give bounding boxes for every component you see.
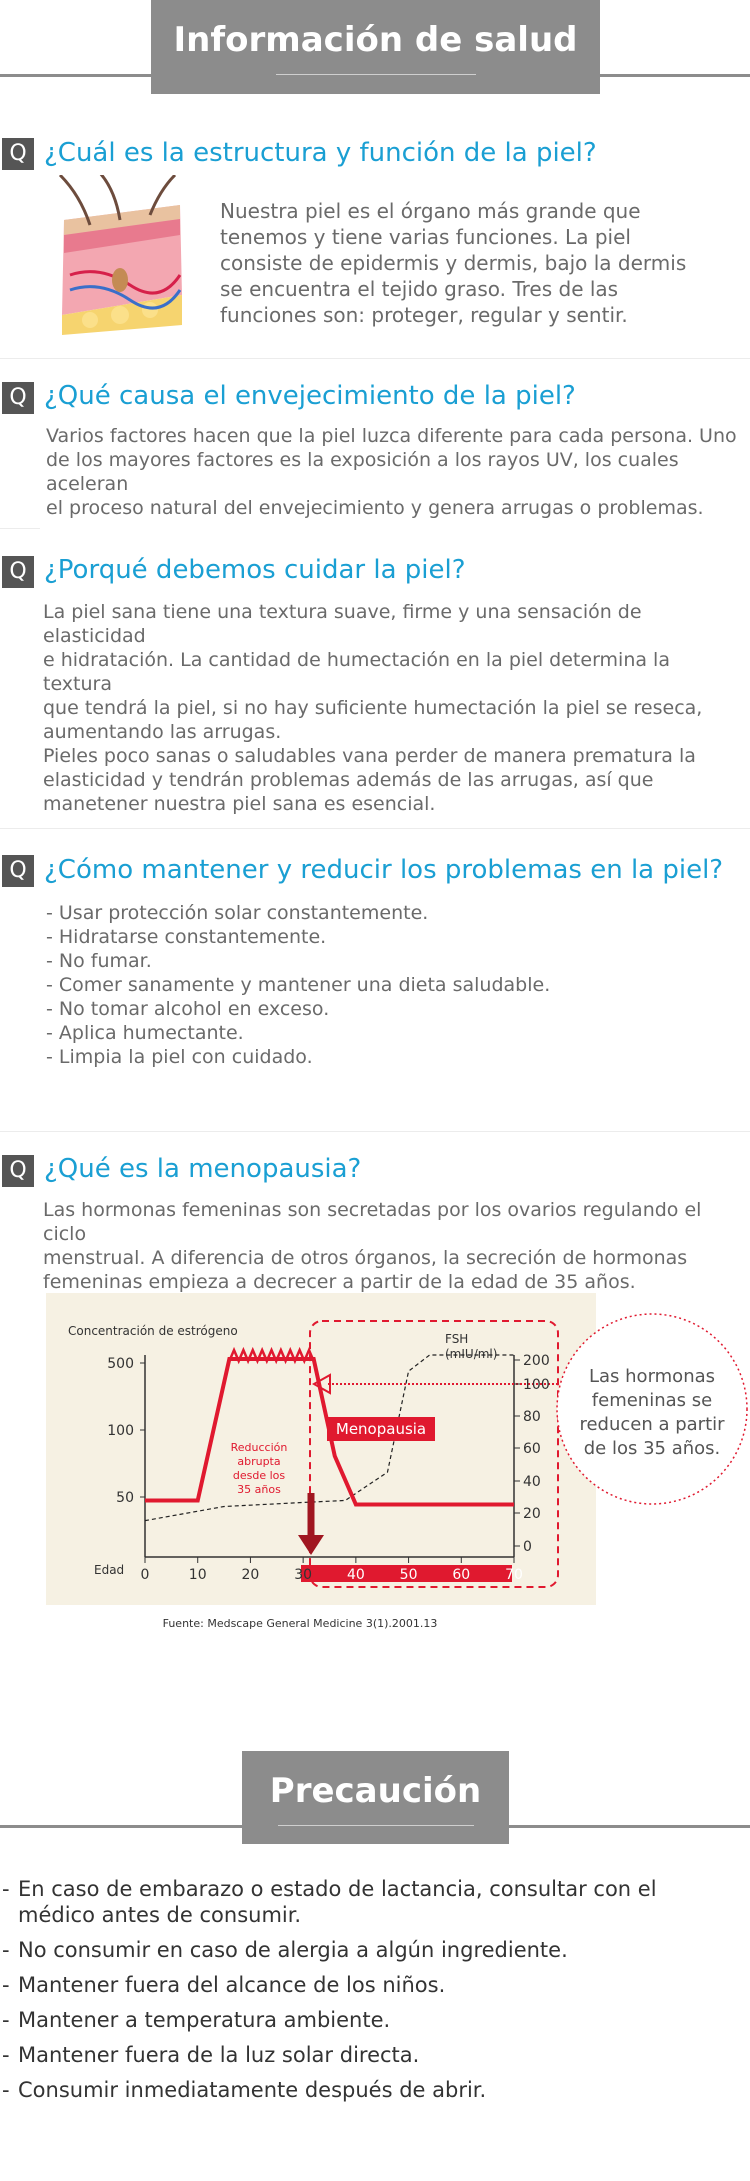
x-tick-label: 10 [188, 1567, 207, 1583]
y-right-tick-label: 20 [523, 1506, 541, 1522]
precaution-banner [242, 1751, 509, 1844]
svg-text:abrupta: abrupta [237, 1455, 281, 1468]
page-title: Información de salud [173, 20, 578, 60]
list-item: - Mantener a temperatura ambiente. [0, 2007, 740, 2033]
section-body: Varios factores hacen que la piel luzca diferente para cada persona. Uno de los mayores factores es la exposición a los rayos UV, los cuales aceleran el proceso natural del envejecimiento y genera arrugas o problemas. [46, 425, 737, 519]
list-item: - En caso de embarazo o estado de lactancia, consultar con el médico antes de consumir. [0, 1876, 740, 1928]
x-tick-label: 40 [346, 1567, 365, 1583]
svg-text:reducen a partir: reducen a partir [579, 1414, 725, 1435]
y-right-tick-label: 200 [523, 1353, 550, 1369]
list-item: - Limpia la piel con cuidado. [46, 1046, 313, 1068]
svg-text:35 años: 35 años [237, 1483, 281, 1496]
svg-text:Reducción: Reducción [230, 1441, 288, 1454]
y-axis-label: Concentración de estrógeno [68, 1324, 238, 1338]
reduction-note [231, 1441, 288, 1496]
section-title: ¿Cómo mantener y reducir los problemas en la piel? [44, 855, 724, 885]
y-right-tick-label: 60 [523, 1441, 541, 1457]
list-item: - No consumir en caso de alergia a algún ingrediente. [0, 1937, 740, 1963]
list-item: - No fumar. [46, 950, 152, 972]
section-body: Nuestra piel es el órgano más grande que tenemos y tiene varias funciones. La piel consiste de epidermis y dermis, bajo la dermis se encuentra el tejido graso. Tres de las funciones son: proteger, regular y sentir. [220, 199, 687, 327]
chart-source: Fuente: Medscape General Medicine 3(1).2001.13 [162, 1617, 438, 1630]
x-tick-label: 20 [241, 1567, 260, 1583]
x-tick-label: 30 [294, 1567, 313, 1583]
svg-text:desde los: desde los [232, 1469, 286, 1482]
section-title: ¿Qué causa el envejecimiento de la piel? [44, 381, 576, 411]
list-item: - No tomar alcohol en exceso. [46, 998, 330, 1020]
estrogen-chart [46, 1293, 750, 1608]
section-body: Las hormonas femeninas son secretadas por los ovarios regulando el ciclo menstrual. A diferencia de otros órganos, la secreción de hormonas femeninas empieza a decrecer a partir de la edad de 35 años. [43, 1199, 702, 1293]
y-right-tick-label: 100 [523, 1377, 550, 1393]
x-tick-label: 0 [140, 1567, 150, 1583]
svg-text:femeninas se: femeninas se [591, 1390, 713, 1411]
list-item: - Mantener fuera de la luz solar directa. [0, 2042, 740, 2068]
svg-text:Las hormonas: Las hormonas [588, 1366, 716, 1387]
y-right-tick-label: 40 [523, 1474, 541, 1490]
list-item: - Usar protección solar constantemente. [46, 902, 429, 924]
y-tick-label: 500 [107, 1356, 134, 1372]
x-tick-label: 50 [399, 1567, 418, 1583]
menopause-label: Menopausia [335, 1420, 427, 1438]
y-right-tick-label: 80 [523, 1409, 541, 1425]
list-item: - Hidratarse constantemente. [46, 926, 327, 948]
y-right-tick-label: 0 [523, 1539, 532, 1555]
y-right-axis-unit: (mIU/ml) [445, 1347, 498, 1361]
skin-illustration [50, 175, 190, 335]
q-badge: Q [2, 556, 34, 588]
y-tick-label: 100 [107, 1423, 134, 1439]
precaution-title: Precaución [269, 1771, 482, 1811]
list-item: - Mantener fuera del alcance de los niños. [0, 1972, 740, 1998]
x-tick-label: 70 [505, 1567, 523, 1583]
list-item: - Consumir inmediatamente después de abrir. [0, 2077, 740, 2103]
tips-list [46, 901, 550, 1069]
list-item: - Aplica humectante. [46, 1022, 244, 1044]
q-badge: Q [2, 138, 34, 170]
svg-text:de los 35 años.: de los 35 años. [583, 1438, 721, 1459]
q-badge: Q [2, 1155, 34, 1187]
precaution-list [0, 1876, 740, 2112]
q-badge: Q [2, 382, 34, 414]
section-body: La piel sana tiene una textura suave, firme y una sensación de elasticidad e hidratación. La cantidad de humectación en la piel determina la textura que tendrá la piel, si no hay suficiente humectación la piel se reseca, aumentando las arrugas. Pieles poco sanas o saludables vana perder de manera prematura la elasticidad y tendrán problemas además de las arrugas, así que manetener nuestra piel sana es esencial. [43, 601, 703, 815]
section-title: ¿Porqué debemos cuidar la piel? [44, 555, 466, 585]
y-tick-label: 50 [116, 1490, 134, 1506]
header-banner [151, 0, 600, 94]
x-axis-label: Edad [94, 1563, 125, 1577]
q-badge: Q [2, 855, 34, 887]
section-title: ¿Cuál es la estructura y función de la piel? [44, 138, 597, 168]
list-item: - Comer sanamente y mantener una dieta saludable. [46, 974, 551, 996]
x-tick-label: 60 [452, 1567, 471, 1583]
section-title: ¿Qué es la menopausia? [44, 1154, 362, 1184]
y-right-axis-label: FSH [445, 1332, 469, 1346]
